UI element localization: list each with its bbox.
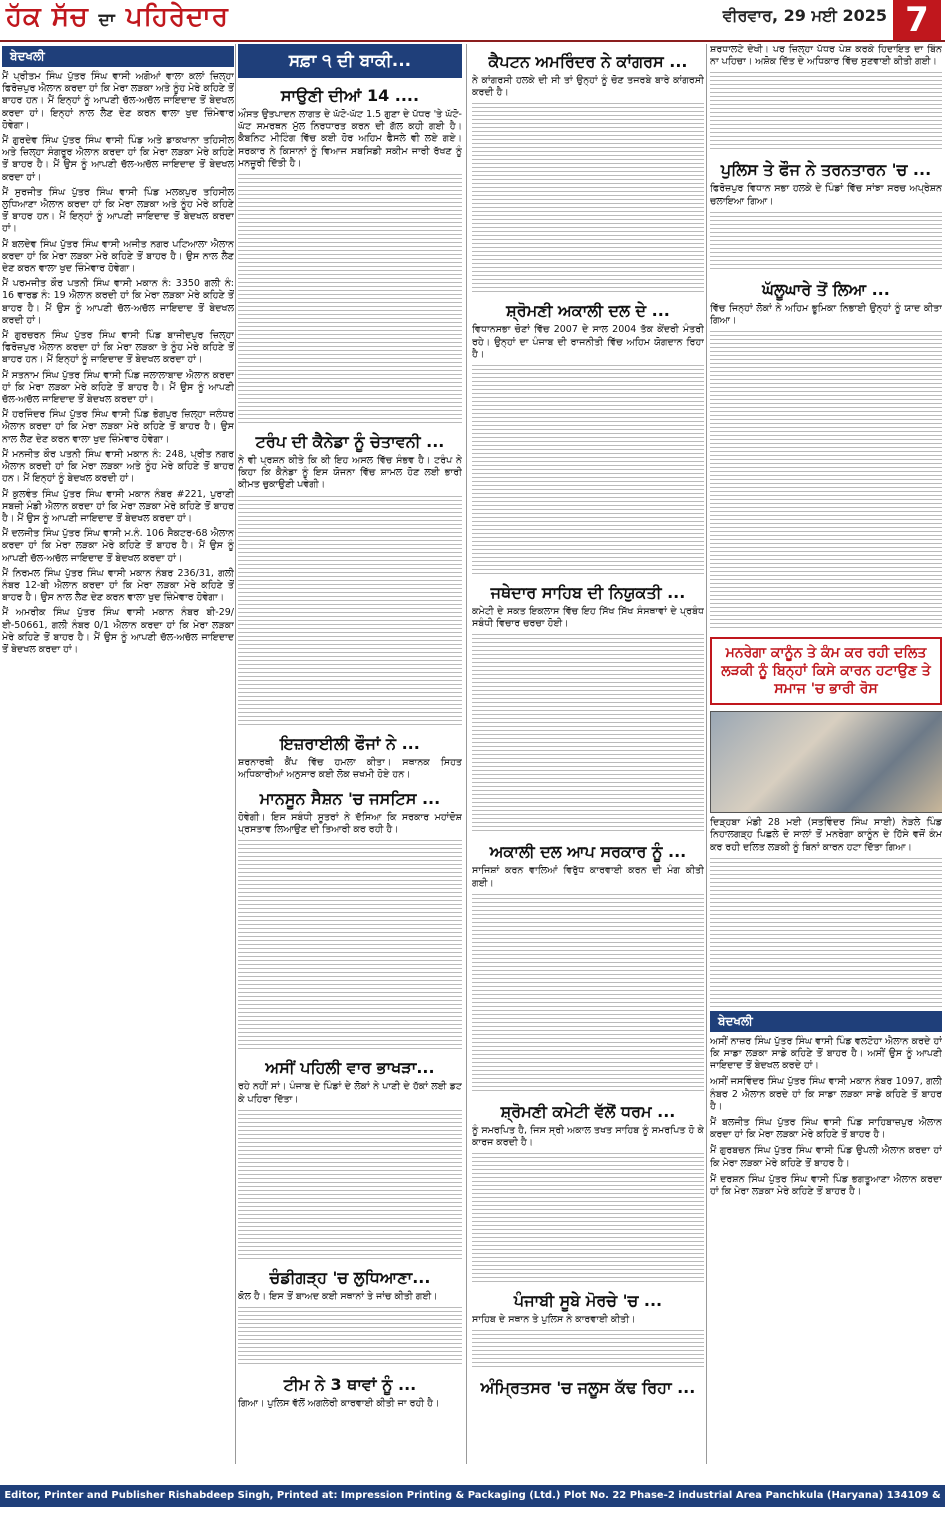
notice-item: ਮੈਂ ਗੁਰਬਚਨ ਸਿੰਘ ਪੁੱਤਰ ਸਿੰਘ ਵਾਸੀ ਪਿੰਡ ਉਪਲੀ ਐਲਾਨ ਕਰਦਾ ਹਾਂ ਕਿ ਮੇਰਾ ਲੜਕਾ ਮੇਰੇ ਕਹਿਣੇ ਤੋਂ ਬਾਹਰ ਹੈ। (710, 1145, 942, 1169)
notice-item: ਮੈਂ ਦਲਜੀਤ ਸਿੰਘ ਪੁੱਤਰ ਸਿੰਘ ਵਾਸੀ ਮ.ਨੰ. 106 ਸੈਕਟਰ-68 ਐਲਾਨ ਕਰਦਾ ਹਾਂ ਕਿ ਮੇਰਾ ਲੜਕਾ ਮੇਰੇ ਕਹਿਣੇ ਤੋਂ ਬਾਹਰ ਹੈ। ਮੈਂ ਉਸ ਨੂੰ ਆਪਣੀ ਚੱਲ-ਅਚੱਲ ਜਾਇਦਾਦ ਤੋਂ ਬੇਦਖਲ ਕਰਦਾ ਹਾਂ। (2, 528, 234, 564)
story-heading: ਮਾਨਸੂਨ ਸੈਸ਼ਨ 'ਚ ਜਸਟਿਸ ... (259, 789, 441, 809)
story-body: ਕੋਲ ਹੈ। ਇਸ ਤੋਂ ਬਾਅਦ ਕਈ ਸਥਾਨਾਂ ਤੇ ਜਾਂਚ ਕੀਤੀ ਗਈ। (238, 1290, 438, 1302)
boxed-headline: ਮਨਰੇਗਾ ਕਾਨੂੰਨ ਤੇ ਕੰਮ ਕਰ ਰਹੀ ਦਲਿਤ ਲੜਕੀ ਨੂੰ ਬਿਨ੍ਹਾਂ ਕਿਸੇ ਕਾਰਨ ਹਟਾਉਣ ਤੇ ਸਮਾਜ 'ਚ ਭਾਰੀ ਰੋਸ (710, 637, 942, 705)
story-heading: ਅਸੀਂ ਪਹਿਲੀ ਵਾਰ ਭਾਖੜਾ... (265, 1058, 435, 1078)
body-text-block (238, 1110, 462, 1260)
notice-item: ਮੈਂ ਅਮਰੀਕ ਸਿੰਘ ਪੁੱਤਰ ਸਿੰਘ ਵਾਸੀ ਮਕਾਨ ਨੰਬਰ ਬੀ-29/ਈ-50661, ਗਲੀ ਨੰਬਰ 0/1 ਐਲਾਨ ਕਰਦਾ ਹਾਂ ਕਿ ਮੇਰਾ ਲੜਕਾ ਮੇਰੇ ਕਹਿਣੇ ਤੋਂ ਬਾਹਰ ਹੈ। ਮੈਂ ਉਸ ਨੂੰ ਆਪਣੀ ਚੱਲ-ਅਚੱਲ ਜਾਇਦਾਦ ਤੋਂ ਬੇਦਖਲ ਕਰਦਾ ਹਾਂ। (2, 607, 234, 655)
column-news-right (710, 44, 942, 1474)
page-number: 7 (893, 0, 941, 40)
story-heading: ਸ਼੍ਰੋਮਣੀ ਕਮੇਟੀ ਵੱਲੋਂ ਧਰਮ ... (500, 1101, 676, 1121)
column-rule (235, 44, 236, 1464)
notice-item: ਮੈਂ ਬਲਦੇਵ ਸਿੰਘ ਪੁੱਤਰ ਸਿੰਘ ਵਾਸੀ ਅਜੀਤ ਨਗਰ ਪਟਿਆਲਾ ਐਲਾਨ ਕਰਦਾ ਹਾਂ ਕਿ ਮੇਰਾ ਲੜਕਾ ਮੇਰੇ ਕਹਿਣੇ ਤੋਂ ਬਾਹਰ ਹੈ। ਉਸ ਨਾਲ ਲੈਣ ਦੇਣ ਕਰਨ ਵਾਲਾ ਖੁਦ ਜ਼ਿੰਮੇਵਾਰ ਹੋਵੇਗਾ। (2, 238, 234, 275)
story-heading: ਕੈਪਟਨ ਅਮਰਿੰਦਰ ਨੇ ਕਾਂਗਰਸ ... (488, 52, 688, 71)
column-news-center (472, 44, 704, 1474)
body-text-block (238, 840, 462, 1050)
story-body: ਗਿਆ। ਪੁਲਿਸ ਵੱਲੋਂ ਅਗਲੇਰੀ ਕਾਰਵਾਈ ਕੀਤੀ ਜਾ ਰਹੀ ਹੈ। (238, 1398, 440, 1410)
story-heading: ਸ਼੍ਰੋਮਣੀ ਅਕਾਲੀ ਦਲ ਦੇ ... (506, 301, 670, 321)
body-text-block (472, 634, 704, 834)
logo-text-main: ਹੱਕ ਸੱਚ (6, 2, 89, 32)
notice-item: ਮੈਂ ਨਿਰਮਲ ਸਿੰਘ ਪੁੱਤਰ ਸਿੰਘ ਵਾਸੀ ਮਕਾਨ ਨੰਬਰ 236/31, ਗਲੀ ਨੰਬਰ 12-ਬੀ ਐਲਾਨ ਕਰਦਾ ਹਾਂ ਕਿ ਮੇਰਾ ਲੜਕਾ ਮੇਰੇ ਕਹਿਣੇ ਤੋਂ ਬਾਹਰ ਹੈ। ਉਸ ਨਾਲ ਲੈਣ ਦੇਣ ਕਰਨ ਵਾਲਾ ਖੁਦ ਜ਼ਿੰਮੇਵਾਰ ਹੋਵੇਗਾ। (2, 567, 234, 604)
notice-item: ਮੈਂ ਪਰਮਜੀਤ ਕੌਰ ਪਤਨੀ ਸਿੰਘ ਵਾਸੀ ਮਕਾਨ ਨੰ: 3350 ਗਲੀ ਨੰ: 16 ਵਾਰਡ ਨੰ: 19 ਐਲਾਨ ਕਰਦੀ ਹਾਂ ਕਿ ਮੇਰਾ ਲੜਕਾ ਮੇਰੇ ਕਹਿਣੇ ਤੋਂ ਬਾਹਰ ਹੈ। ਮੈਂ ਉਸ ਨੂੰ ਆਪਣੀ ਚੱਲ-ਅਚੱਲ ਜਾਇਦਾਦ ਤੋਂ ਬੇਦਖਲ ਕਰਦੀ ਹਾਂ। (2, 278, 234, 326)
story-heading: ਘੱਲੂਘਾਰੇ ਤੋਂ ਲਿਆ ... (762, 279, 890, 299)
notice-item: ਅਸੀਂ ਨਾਜ਼ਰ ਸਿੰਘ ਪੁੱਤਰ ਸਿੰਘ ਵਾਸੀ ਪਿੰਡ ਵਲਟੋਹਾ ਐਲਾਨ ਕਰਦੇ ਹਾਂ ਕਿ ਸਾਡਾ ਲੜਕਾ ਸਾਡੇ ਕਹਿਣੇ ਤੋਂ ਬਾਹਰ ਹੈ। ਅਸੀਂ ਉਸ ਨੂੰ ਆਪਣੀ ਜਾਇਦਾਦ ਤੋਂ ਬੇਦਖਲ ਕਰਦੇ ਹਾਂ। (710, 1035, 942, 1072)
column-rule (466, 44, 467, 1464)
body-text-block (238, 496, 462, 726)
notice-item: ਮੈਂ ਦਰਸ਼ਨ ਸਿੰਘ ਪੁੱਤਰ ਸਿੰਘ ਵਾਸੀ ਪਿੰਡ ਭਗਤੂਆਣਾ ਐਲਾਨ ਕਰਦਾ ਹਾਂ ਕਿ ਮੇਰਾ ਲੜਕਾ ਮੇਰੇ ਕਹਿਣੇ ਤੋਂ ਬਾਹਰ ਹੈ। (710, 1173, 942, 1198)
story-heading: ਇਜ਼ਰਾਈਲੀ ਫੌਜਾਂ ਨੇ ... (280, 733, 420, 753)
story-body: ਵਿਧਾਨਸਭਾ ਚੋਣਾਂ ਵਿੱਚ 2007 ਦੇ ਸਾਲ 2004 ਤੱਕ ਕੇਂਦਰੀ ਮੰਤਰੀ ਰਹੇ। ਉਨ੍ਹਾਂ ਦਾ ਪੰਜਾਬ ਦੀ ਰਾਜਨੀਤੀ ਵਿੱਚ ਅਹਿਮ ਯੋਗਦਾਨ ਰਿਹਾ ਹੈ। (472, 324, 704, 360)
story-body: ਨੇ ਵੀ ਪ੍ਰਸ਼ਨ ਕੀਤੇ ਕਿ ਕੀ ਇਹ ਅਸਲ ਵਿੱਚ ਸੰਭਵ ਹੈ। ਟਰੰਪ ਨੇ ਕਿਹਾ ਕਿ ਕੈਨੇਡਾ ਨੂੰ ਇਸ ਯੋਜਨਾ ਵਿੱਚ ਸ਼ਾਮਲ ਹੋਣ ਲਈ ਭਾਰੀ ਕੀਮਤ ਚੁਕਾਉਣੀ ਪਵੇਗੀ। (238, 455, 462, 491)
story-body: ਹੋਵੇਗੀ। ਇਸ ਸਬੰਧੀ ਸੂਤਰਾਂ ਨੇ ਦੱਸਿਆ ਕਿ ਸਰਕਾਰ ਮਹਾਂਦੋਸ਼ ਪ੍ਰਸਤਾਵ ਲਿਆਉਣ ਦੀ ਤਿਆਰੀ ਕਰ ਰਹੀ ਹੈ। (238, 812, 462, 836)
news-photo (710, 711, 942, 813)
notice-item: ਮੈਂ ਮਨਜੀਤ ਕੌਰ ਪਤਨੀ ਸਿੰਘ ਵਾਸੀ ਮਕਾਨ ਨੰ: 248, ਪ੍ਰੀਤ ਨਗਰ ਐਲਾਨ ਕਰਦੀ ਹਾਂ ਕਿ ਮੇਰਾ ਲੜਕਾ ਅਤੇ ਨੂੰਹ ਮੇਰੇ ਕਹਿਣੇ ਤੋਂ ਬਾਹਰ ਹਨ। ਮੈਂ ਇਨ੍ਹਾਂ ਨੂੰ ਬੇਦਖਲ ਕਰਦੀ ਹਾਂ। (2, 448, 234, 485)
column-continued-stories (238, 44, 462, 1474)
body-text-block (238, 174, 462, 424)
story-heading: ਚੰਡੀਗੜ੍ਹ 'ਚ ਲੁਧਿਆਣਾ... (269, 1267, 431, 1287)
body-text-block (472, 103, 704, 293)
story-heading: ਪੁਲਿਸ ਤੇ ਫੌਜ ਨੇ ਤਰਨਤਾਰਨ 'ਚ ... (720, 160, 932, 180)
newspaper-logo (6, 2, 229, 33)
notice-item: ਮੈਂ ਪ੍ਰੀਤਮ ਸਿੰਘ ਪੁੱਤਰ ਸਿੰਘ ਵਾਸੀ ਅਗੋਆਂ ਵਾਲਾ ਕਲਾਂ ਜ਼ਿਲ੍ਹਾ ਫਿਰੋਜ਼ਪੁਰ ਐਲਾਨ ਕਰਦਾ ਹਾਂ ਕਿ ਮੇਰਾ ਲੜਕਾ ਅਤੇ ਨੂੰਹ ਮੇਰੇ ਕਹਿਣੇ ਤੋਂ ਬਾਹਰ ਹਨ। ਮੈਂ ਇਨ੍ਹਾਂ ਨੂੰ ਆਪਣੀ ਚੱਲ-ਅਚੱਲ ਜਾਇਦਾਦ ਤੋਂ ਬੇਦਖਲ ਕਰਦਾ ਹਾਂ। ਇਨ੍ਹਾਂ ਨਾਲ ਲੈਣ ਦੇਣ ਕਰਨ ਵਾਲਾ ਖੁਦ ਜ਼ਿੰਮੇਵਾਰ ਹੋਵੇਗਾ। (2, 71, 234, 131)
section-tag-bedakhli: ਬੇਦਖਲੀ (710, 1011, 942, 1032)
notice-item: ਮੈਂ ਸਤਨਾਮ ਸਿੰਘ ਪੁੱਤਰ ਸਿੰਘ ਵਾਸੀ ਪਿੰਡ ਜਲਾਲਾਬਾਦ ਐਲਾਨ ਕਰਦਾ ਹਾਂ ਕਿ ਮੇਰਾ ਲੜਕਾ ਮੇਰੇ ਕਹਿਣੇ ਤੋਂ ਬਾਹਰ ਹੈ। ਮੈਂ ਉਸ ਨੂੰ ਆਪਣੀ ਚੱਲ-ਅਚੱਲ ਜਾਇਦਾਦ ਤੋਂ ਬੇਦਖਲ ਕਰਦਾ ਹਾਂ। (2, 369, 234, 406)
masthead (0, 0, 945, 42)
notice-item: ਮੈਂ ਹਰਜਿੰਦਰ ਸਿੰਘ ਪੁੱਤਰ ਸਿੰਘ ਵਾਸੀ ਪਿੰਡ ਭੋਗਪੁਰ ਜ਼ਿਲ੍ਹਾ ਜਲੰਧਰ ਐਲਾਨ ਕਰਦਾ ਹਾਂ ਕਿ ਮੇਰਾ ਲੜਕਾ ਮੇਰੇ ਕਹਿਣੇ ਤੋਂ ਬਾਹਰ ਹੈ। ਉਸ ਨਾਲ ਲੈਣ ਦੇਣ ਕਰਨ ਵਾਲਾ ਖੁਦ ਜ਼ਿੰਮੇਵਾਰ ਹੋਵੇਗਾ। (2, 409, 234, 445)
story-heading: ਟਰੰਪ ਦੀ ਕੈਨੇਡਾ ਨੂੰ ਚੇਤਾਵਨੀ ... (255, 432, 445, 452)
story-heading: ਅੰਮ੍ਰਿਤਸਰ 'ਚ ਜਲੂਸ ਕੱਢ ਰਿਹਾ ... (480, 1378, 696, 1398)
story-body: ਸ਼ਰਨਾਰਥੀ ਕੈਂਪ ਵਿੱਚ ਹਮਲਾ ਕੀਤਾ। ਸਥਾਨਕ ਸਿਹਤ ਅਧਿਕਾਰੀਆਂ ਅਨੁਸਾਰ ਕਈ ਲੋਕ ਜ਼ਖਮੀ ਹੋਏ ਹਨ। (238, 756, 462, 780)
notice-item: ਅਸੀਂ ਜਸਵਿੰਦਰ ਸਿੰਘ ਪੁੱਤਰ ਸਿੰਘ ਵਾਸੀ ਮਕਾਨ ਨੰਬਰ 1097, ਗਲੀ ਨੰਬਰ 2 ਐਲਾਨ ਕਰਦੇ ਹਾਂ ਕਿ ਸਾਡਾ ਲੜਕਾ ਸਾਡੇ ਕਹਿਣੇ ਤੋਂ ਬਾਹਰ ਹੈ। (710, 1076, 942, 1112)
notice-item: ਮੈਂ ਸੁਰਜੀਤ ਸਿੰਘ ਪੁੱਤਰ ਸਿੰਘ ਵਾਸੀ ਪਿੰਡ ਮਲਕਪੁਰ ਤਹਿਸੀਲ ਲੁਧਿਆਣਾ ਐਲਾਨ ਕਰਦਾ ਹਾਂ ਕਿ ਮੇਰਾ ਲੜਕਾ ਅਤੇ ਨੂੰਹ ਮੇਰੇ ਕਹਿਣੇ ਤੋਂ ਬਾਹਰ ਹਨ। ਮੈਂ ਇਨ੍ਹਾਂ ਨੂੰ ਆਪਣੀ ਜਾਇਦਾਦ ਤੋਂ ਬੇਦਖਲ ਕਰਦਾ ਹਾਂ। (2, 186, 234, 235)
column-classifieds-left (2, 46, 234, 1476)
story-heading: ਪੰਜਾਬੀ ਸੂਬੇ ਮੋਰਚੇ 'ਚ ... (513, 1291, 663, 1311)
body-text-block (472, 1330, 704, 1370)
body-text-block (710, 212, 942, 272)
notice-item: ਮੈਂ ਗੁਰਚਰਨ ਸਿੰਘ ਪੁੱਤਰ ਸਿੰਘ ਵਾਸੀ ਪਿੰਡ ਬਾਜੀਦਪੁਰ ਜ਼ਿਲ੍ਹਾ ਫਿਰੋਜ਼ਪੁਰ ਐਲਾਨ ਕਰਦਾ ਹਾਂ ਕਿ ਮੇਰਾ ਲੜਕਾ ਤੇ ਨੂੰਹ ਮੇਰੇ ਕਹਿਣੇ ਤੋਂ ਬਾਹਰ ਹਨ। ਮੈਂ ਇਨ੍ਹਾਂ ਨੂੰ ਜਾਇਦਾਦ ਤੋਂ ਬੇਦਖਲ ਕਰਦਾ ਹਾਂ। (2, 330, 234, 366)
story-heading: ਟੀਮ ਨੇ 3 ਥਾਵਾਂ ਨੂੰ ... (283, 1375, 417, 1395)
story-body: ਸਾਹਿਬ ਦੇ ਸਥਾਨ ਤੇ ਪੁਲਿਸ ਨੇ ਕਾਰਵਾਈ ਕੀਤੀ। (472, 1314, 636, 1326)
notice-item: ਮੈਂ ਬਲਜੀਤ ਸਿੰਘ ਪੁੱਤਰ ਸਿੰਘ ਵਾਸੀ ਪਿੰਡ ਸਾਹਿਬਾਜ਼ਪੁਰ ਐਲਾਨ ਕਰਦਾ ਹਾਂ ਕਿ ਮੇਰਾ ਲੜਕਾ ਮੇਰੇ ਕਹਿਣੇ ਤੋਂ ਬਾਹਰ ਹੈ। (710, 1117, 942, 1141)
notice-item: ਮੈਂ ਗੁਰਦੇਵ ਸਿੰਘ ਪੁੱਤਰ ਸਿੰਘ ਵਾਸੀ ਪਿੰਡ ਅਤੇ ਡਾਕਖਾਨਾ ਤਹਿਸੀਲ ਅਤੇ ਜ਼ਿਲ੍ਹਾ ਸੰਗਰੂਰ ਐਲਾਨ ਕਰਦਾ ਹਾਂ ਕਿ ਮੇਰਾ ਲੜਕਾ ਮੇਰੇ ਕਹਿਣੇ ਤੋਂ ਬਾਹਰ ਹੈ। ਮੈਂ ਉਸ ਨੂੰ ਆਪਣੀ ਚੱਲ-ਅਚੱਲ ਜਾਇਦਾਦ ਤੋਂ ਬੇਦਖਲ ਕਰਦਾ ਹਾਂ। (2, 135, 234, 183)
story-heading: ਅਕਾਲੀ ਦਲ ਆਪ ਸਰਕਾਰ ਨੂੰ ... (489, 842, 687, 862)
logo-text-mid: ਦਾ (98, 10, 116, 30)
column-rule (706, 44, 707, 1464)
body-text-block (238, 1307, 462, 1367)
story-body: ਨੇ ਕਾਂਗਰਸੀ ਹਲਕੇ ਦੀ ਸੀ ਤਾਂ ਉਨ੍ਹਾਂ ਨੂੰ ਚੋਣ ਤਜਰਬੇ ਬਾਰੇ ਕਾਂਗਰਸੀ ਕਰਦੀ ਹੈ। (472, 75, 704, 99)
body-text-block (710, 331, 942, 631)
continued-banner: ਸਫ਼ਾ ੧ ਦੀ ਬਾਕੀ... (238, 44, 462, 78)
notice-item: ਮੈਂ ਕੁਲਵੰਤ ਸਿੰਘ ਪੁੱਤਰ ਸਿੰਘ ਵਾਸੀ ਮਕਾਨ ਨੰਬਰ #221, ਪੁਰਾਣੀ ਸਬਜ਼ੀ ਮੰਡੀ ਐਲਾਨ ਕਰਦਾ ਹਾਂ ਕਿ ਮੇਰਾ ਲੜਕਾ ਮੇਰੇ ਕਹਿਣੇ ਤੋਂ ਬਾਹਰ ਹੈ। ਮੈਂ ਉਸ ਨੂੰ ਆਪਣੀ ਜਾਇਦਾਦ ਤੋਂ ਬੇਦਖਲ ਕਰਦਾ ਹਾਂ। (2, 488, 234, 524)
story-body: ਨੂੰ ਸਮਰਪਿਤ ਹੈ, ਜਿਸ ਸ੍ਰੀ ਅਕਾਲ ਤਖਤ ਸਾਹਿਬ ਨੂੰ ਸਮਰਪਿਤ ਹੋ ਕੇ ਕਾਰਜ ਕਰਦੀ ਹੈ। (472, 1124, 704, 1149)
issue-date: ਵੀਰਵਾਰ, 29 ਮਈ 2025 (722, 6, 887, 25)
story-body: ਔਸਤ ਉਤਪਾਦਨ ਲਾਗਤ ਦੇ ਘੱਟੋ-ਘੱਟ 1.5 ਗੁਣਾ ਦੇ ਪੱਧਰ 'ਤੇ ਘੱਟੋ-ਘੱਟ ਸਮਰਥਨ ਮੁੱਲ ਨਿਰਧਾਰਤ ਕਰਨ ਦੀ ਗੱਲ ਕਹੀ ਗਈ ਹੈ। ਕੈਬਨਿਟ ਮੀਟਿੰਗ ਵਿੱਚ ਕਈ ਹੋਰ ਅਹਿਮ ਫੈਸਲੇ ਵੀ ਲਏ ਗਏ। ਸਰਕਾਰ ਨੇ ਕਿਸਾਨਾਂ ਨੂੰ ਵਿਆਜ ਸਬਸਿਡੀ ਸਕੀਮ ਜਾਰੀ ਰੱਖਣ ਨੂੰ ਮਨਜ਼ੂਰੀ ਦਿੱਤੀ ਹੈ। (238, 109, 462, 169)
story-body: ਵਿੱਚ ਜਿਨ੍ਹਾਂ ਲੋਕਾਂ ਨੇ ਅਹਿਮ ਭੂਮਿਕਾ ਨਿਭਾਈ ਉਨ੍ਹਾਂ ਨੂੰ ਯਾਦ ਕੀਤਾ ਗਿਆ। (710, 302, 942, 327)
logo-text-end: ਪਹਿਰੇਦਾਰ (125, 2, 229, 32)
body-text-block (710, 72, 942, 152)
story-body: ਫਿਰੋਜ਼ਪੁਰ ਵਿਧਾਨ ਸਭਾ ਹਲਕੇ ਦੇ ਪਿੰਡਾਂ ਵਿੱਚ ਸਾਂਝਾ ਸਰਚ ਅਪ੍ਰੇਸ਼ਨ ਚਲਾਇਆ ਗਿਆ। (710, 183, 942, 207)
story-body: ਕਮੇਟੀ ਦੇ ਸਕਤ ਇਕਲਾਸ ਵਿੱਚ ਇਹ ਸਿੱਖ ਸਿੱਖ ਸੰਸਥਾਵਾਂ ਦੇ ਪ੍ਰਬੰਧ ਸਬੰਧੀ ਵਿਚਾਰ ਚਰਚਾ ਹੋਈ। (472, 606, 704, 630)
imprint-footer: Editor, Printer and Publisher Rishabdeep Singh, Printed at: Impression Printing & Packaging (Ltd.) Plot No. 22 Phase-2 industrial Area Panchkula (Haryana) 134109 & Published From 3223, First Floor, Sector-35D, Chandigarh (0, 1485, 945, 1507)
story-body: ਸ਼ਰਧਾਲਟੇ ਦੇਖੀ। ਪਰ ਜ਼ਿਲ੍ਹਾ ਪੱਧਰ ਪੇਸ਼ ਕਰਕੇ ਹਿਦਾਇਤ ਦਾ ਬਿੰਨ ਨਾ ਪਹਿਚਾ। ਅਸ਼ੋਕ ਦਿੱਤ ਦੇ ਅਧਿਕਾਰ ਵਿੱਚ ਸੁਣਵਾਈ ਕੀਤੀ ਗਈ। (710, 44, 942, 68)
story-body: ਦਿੜ੍ਹਬਾ ਮੰਡੀ 28 ਮਈ (ਸਤਵਿੰਦਰ ਸਿੰਘ ਸਾਈ) ਨੇੜਲੇ ਪਿੰਡ ਨਿਹਾਲਗੜ੍ਹ ਪਿਛਲੇ ਦੋ ਸਾਲਾਂ ਤੋਂ ਮਨਰੇਗਾ ਕਾਨੂੰਨ ਦੇ ਹਿੱਸੇ ਵਜੋਂ ਕੰਮ ਕਰ ਰਹੀ ਦਲਿਤ ਲੜਕੀ ਨੂੰ ਬਿਨਾਂ ਕਾਰਨ ਹਟਾ ਦਿੱਤਾ ਗਿਆ। (710, 817, 942, 853)
notice-list (2, 71, 234, 656)
story-heading: ਜਥੇਦਾਰ ਸਾਹਿਬ ਦੀ ਨਿਯੁਕਤੀ ... (490, 583, 686, 603)
body-text-block (472, 365, 704, 575)
story-body: ਸਾਜਿਸ਼ਾਂ ਕਰਨ ਵਾਲਿਆਂ ਵਿਰੁੱਧ ਕਾਰਵਾਈ ਕਰਨ ਦੀ ਮੰਗ ਕੀਤੀ ਗਈ। (472, 865, 704, 889)
body-text-block (472, 1153, 704, 1283)
body-text-block (472, 894, 704, 1094)
section-tag-bedakhli: ਬੇਦਖਲੀ (2, 46, 234, 67)
story-heading: ਸਾਉਣੀ ਦੀਆਂ 14 .... (280, 86, 420, 105)
body-text-block (710, 858, 942, 1008)
story-body: ਰਹੇ ਨਹੀਂ ਸਾਂ। ਪੰਜਾਬ ਦੇ ਪਿੰਡਾਂ ਦੇ ਲੋਕਾਂ ਨੇ ਪਾਣੀ ਦੇ ਹੱਕਾਂ ਲਈ ਡਟ ਕੇ ਪਹਿਰਾ ਦਿੱਤਾ। (238, 1081, 462, 1105)
